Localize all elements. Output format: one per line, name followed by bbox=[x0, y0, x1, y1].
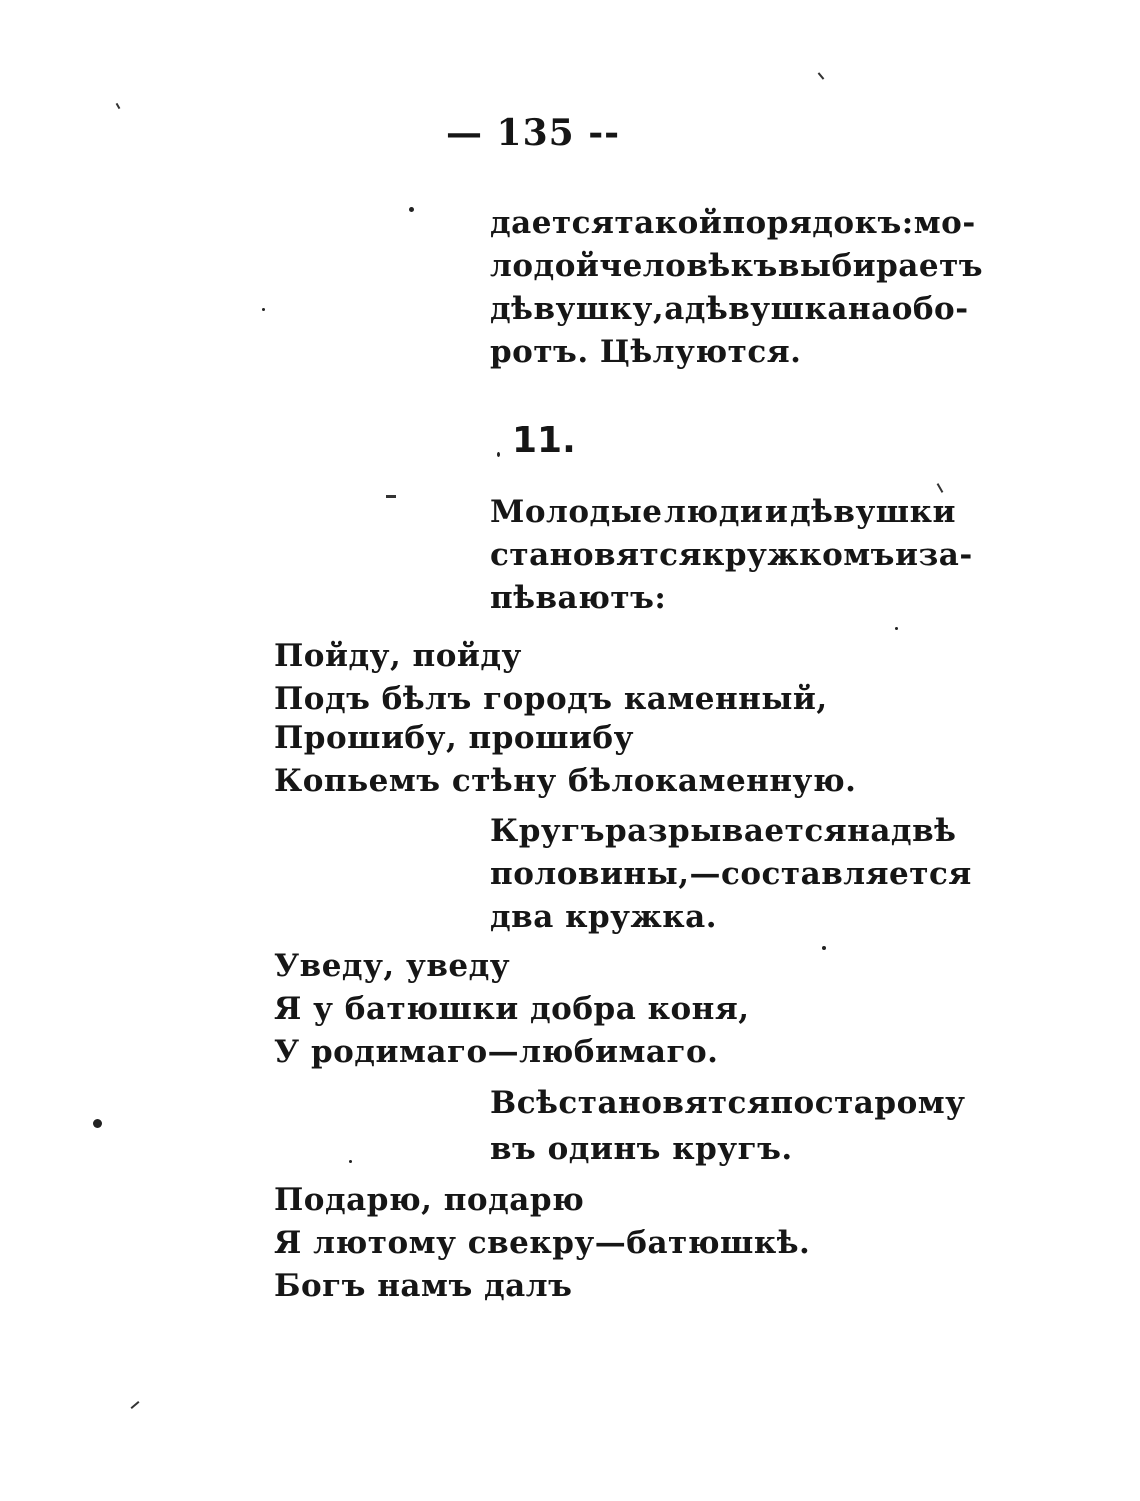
paragraph-2-line-3: пѣваютъ: bbox=[490, 580, 667, 616]
word: двѣ bbox=[890, 813, 957, 849]
word: наобо- bbox=[847, 291, 969, 327]
scan-speck bbox=[386, 495, 396, 498]
word: и bbox=[764, 494, 789, 530]
paragraph-2-line-2 bbox=[490, 535, 973, 575]
paragraph-1-line-3 bbox=[490, 289, 969, 329]
verse-1-line-4: Копьемъ стѣну бѣлокаменную. bbox=[274, 763, 857, 799]
paragraph-1-line-1 bbox=[490, 203, 976, 243]
paragraph-2-line-1 bbox=[490, 492, 956, 532]
word: кружкомъ bbox=[701, 537, 895, 573]
word: мо- bbox=[913, 205, 976, 241]
word: дается bbox=[490, 205, 615, 241]
word: за- bbox=[918, 537, 973, 573]
word: дѣвушку, bbox=[490, 291, 665, 327]
section-number: 11. bbox=[512, 420, 576, 461]
paragraph-3-line-1 bbox=[490, 811, 956, 851]
paragraph-3-line-2 bbox=[490, 854, 972, 894]
scan-speck bbox=[895, 627, 898, 630]
verse-1-line-3: Прошибу, прошибу bbox=[274, 720, 634, 756]
verse-3-line-3: Богъ намъ далъ bbox=[274, 1268, 573, 1304]
verse-1-line-2: Подъ бѣлъ городъ каменный, bbox=[274, 681, 828, 717]
scan-speck bbox=[93, 1119, 102, 1128]
verse-1-line-1: Пойду, пойду bbox=[274, 638, 522, 674]
scan-speck bbox=[262, 308, 265, 311]
word: Всѣ bbox=[490, 1085, 559, 1121]
verse-3-line-1: Подарю, подарю bbox=[274, 1182, 585, 1218]
scan-speck bbox=[116, 103, 121, 109]
scan-speck bbox=[497, 452, 500, 457]
scan-speck bbox=[818, 72, 825, 79]
verse-3-line-2: Я лютому свекру—батюшкѣ. bbox=[274, 1225, 811, 1261]
word: дѣвушки bbox=[789, 494, 956, 530]
word: а bbox=[664, 291, 685, 327]
word: половины, bbox=[490, 856, 690, 892]
paragraph-1-line-2 bbox=[490, 246, 984, 286]
word: и bbox=[894, 537, 919, 573]
word: выбираетъ bbox=[777, 248, 984, 284]
paragraph-4-line-2: въ одинъ кругъ. bbox=[490, 1131, 793, 1167]
paragraph-3-line-3: два кружка. bbox=[490, 899, 718, 935]
word: такой bbox=[614, 205, 723, 241]
word: становятся bbox=[490, 537, 702, 573]
word: старому bbox=[814, 1085, 966, 1121]
page-number: — 135 -- bbox=[446, 112, 621, 154]
paragraph-1-line-4: ротъ. Цѣлуются. bbox=[490, 334, 802, 370]
word: люди bbox=[664, 494, 764, 530]
word: лодой bbox=[490, 248, 600, 284]
verse-2-line-2: Я у батюшки добра коня, bbox=[274, 991, 750, 1027]
word: — bbox=[689, 856, 721, 892]
word: разрывается bbox=[605, 813, 848, 849]
verse-2-line-3: У родимаго—любимаго. bbox=[274, 1034, 719, 1070]
paragraph-4-line-1 bbox=[490, 1083, 966, 1123]
scan-speck bbox=[822, 946, 826, 950]
scan-speck bbox=[349, 1160, 352, 1163]
scan-speck bbox=[409, 207, 414, 212]
word: человѣкъ bbox=[599, 248, 778, 284]
word: на bbox=[847, 813, 891, 849]
word: становятся bbox=[558, 1085, 771, 1121]
scan-speck bbox=[131, 1401, 140, 1409]
verse-2-line-1: Уведу, уведу bbox=[274, 948, 511, 984]
word: по bbox=[770, 1085, 815, 1121]
word: Молодые bbox=[490, 494, 663, 530]
word: Кругъ bbox=[490, 813, 605, 849]
word: дѣвушка bbox=[684, 291, 848, 327]
word: составляется bbox=[721, 856, 972, 892]
word: порядокъ: bbox=[722, 205, 914, 241]
